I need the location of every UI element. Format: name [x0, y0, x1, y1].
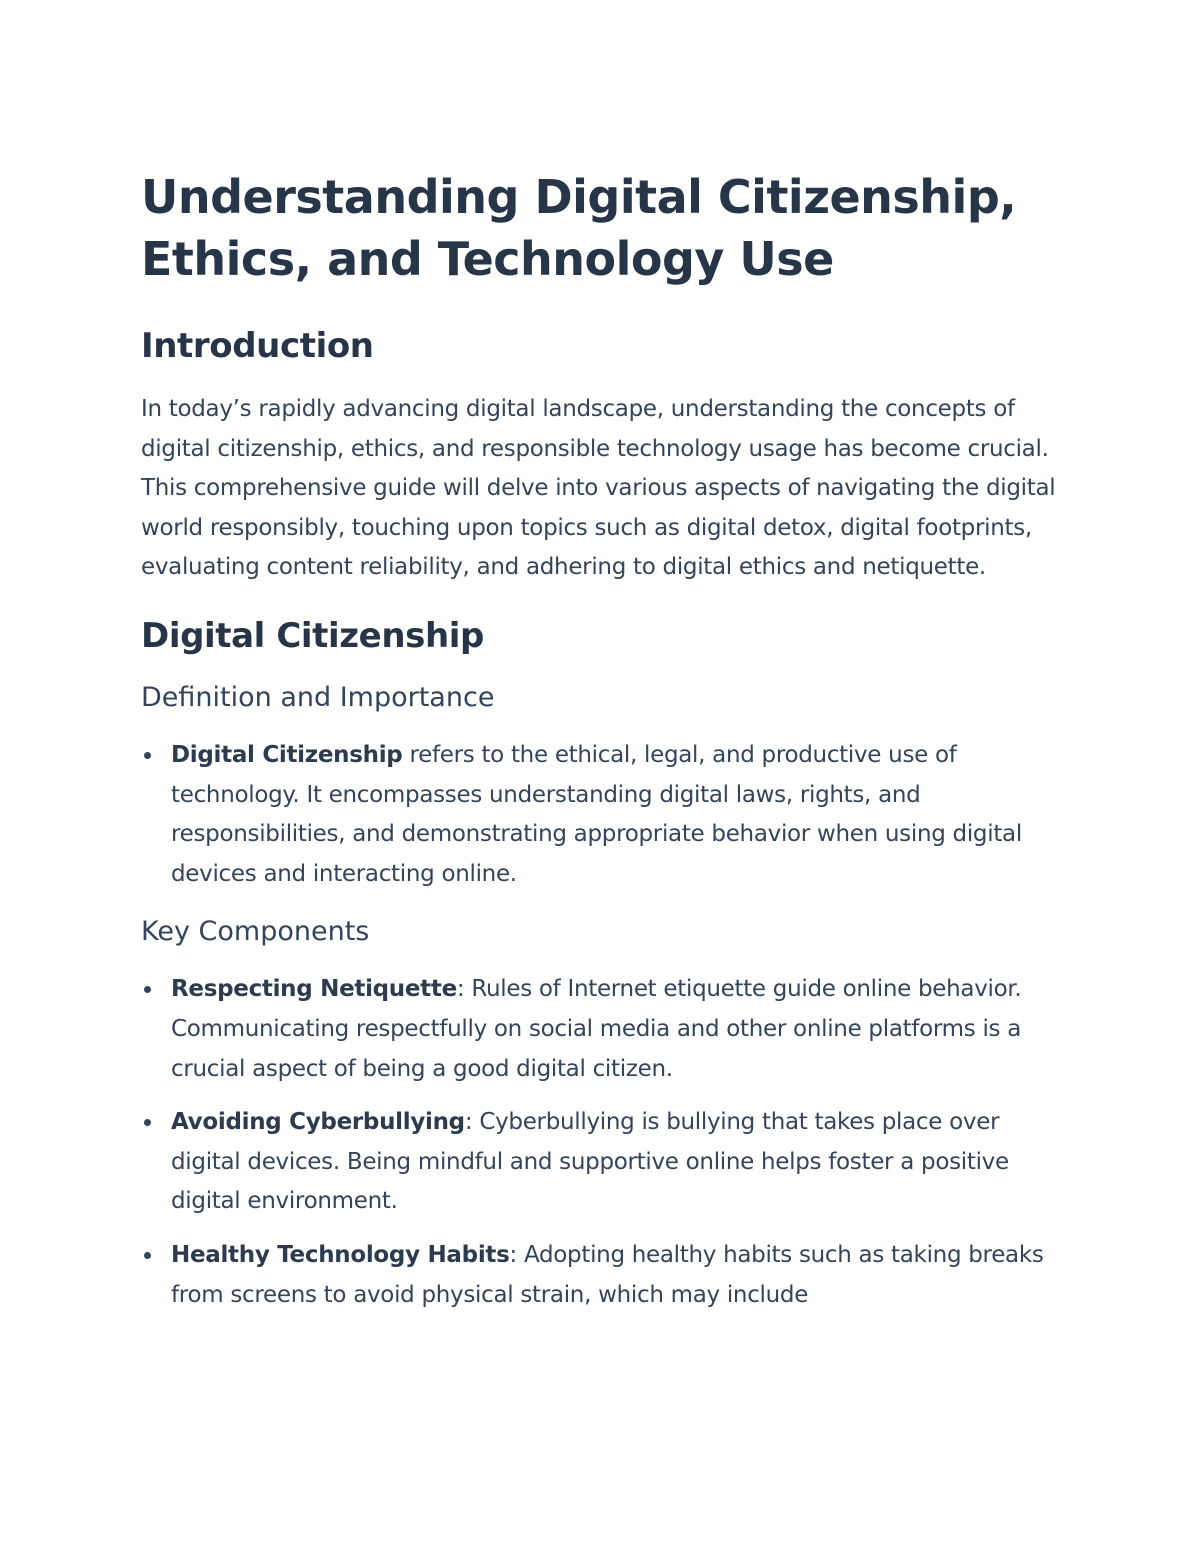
bullet-icon — [144, 752, 151, 759]
subheading-key-components: Key Components — [141, 916, 370, 948]
list-item-text: : Adopting healthy habits such as taking breaks from screens to avoid physical strain, which may include — [171, 1241, 1044, 1308]
list-item-term: Healthy Technology Habits — [171, 1241, 510, 1268]
list-item-text: : Rules of Internet etiquette guide online behavior. Communicating respectfully on social media and other online platforms is a crucial aspect of being a good digital citizen. — [171, 976, 1022, 1082]
list-item — [141, 1103, 1066, 1222]
section-heading-digital-citizenship: Digital Citizenship — [141, 615, 484, 656]
list-item-text: refers to the ethical, legal, and productive use of technology. It encompasses understanding digital laws, rights, and responsibilities, and demonstrating appropriate behavior when using digital devices and interacting online. — [171, 741, 1022, 887]
list-item-text: : Cyberbullying is bullying that takes place over digital devices. Being mindful and supportive online helps foster a positive digital environment. — [171, 1109, 1009, 1215]
subheading-definition-importance: Definition and Importance — [141, 681, 495, 713]
list-item — [141, 970, 1066, 1089]
list-item — [141, 1236, 1066, 1315]
bullet-icon — [144, 1252, 151, 1259]
definition-list — [141, 736, 1066, 894]
section-heading-introduction: Introduction — [141, 326, 374, 366]
list-item-term: Avoiding Cyberbullying — [171, 1109, 465, 1136]
list-item-term: Digital Citizenship — [171, 741, 403, 768]
page-title: Understanding Digital Citizenship, Ethics, and Technology Use — [141, 170, 1017, 286]
list-item — [141, 736, 1066, 894]
bullet-icon — [144, 1119, 151, 1126]
bullet-icon — [144, 986, 151, 993]
key-components-list — [141, 970, 1066, 1315]
introduction-paragraph: In today’s rapidly advancing digital landscape, understanding the concepts of digital citizenship, ethics, and responsible technology usage has become crucial. This comprehensive guide will delve into various aspects of navigating the digital world responsibly, touching upon topics such as digital detox, digital footprints, evaluating content reliability, and adhering to digital ethics and netiquette. — [141, 396, 1056, 581]
list-item-term: Respecting Netiquette — [171, 976, 457, 1003]
document-page — [141, 166, 1066, 1335]
